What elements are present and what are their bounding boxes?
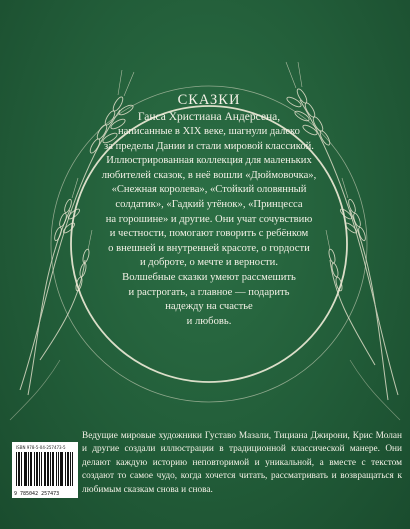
barcode-bar bbox=[39, 452, 40, 486]
text-line: и любовь. bbox=[186, 315, 232, 327]
barcode-bar bbox=[16, 452, 17, 486]
text-line: на горошине» и другие. Они учат сочувствию bbox=[105, 213, 313, 225]
barcode-bar bbox=[21, 452, 22, 486]
annotation-paragraph bbox=[78, 125, 340, 329]
illustrators-paragraph: Ведущие мировые художники Густаво Мазали, Тициана Джирони, Крис Молан и другие создали иллюстрации в традиционной классической манере. Они делают каждую историю неповторимой и уникальной, а вместе с текстом создают то самое чудо, когда хочется читать, рассматривать и возвращаться к любимым сказкам снова и снова. bbox=[82, 431, 402, 495]
barcode-bar bbox=[48, 452, 49, 486]
isbn-label: ISBN 978-5-04-257473-5 bbox=[16, 445, 66, 450]
text-line: и доброте, о мечте и верности. bbox=[139, 257, 278, 269]
author-subtitle: Ганса Христиана Андерсена, bbox=[137, 111, 281, 123]
barcode-bar bbox=[58, 452, 59, 486]
barcode bbox=[12, 442, 78, 498]
text-line: солдатик», «Гадкий утёнок», «Принцесса bbox=[115, 198, 303, 210]
text-line: «Снежная королева», «Стойкий оловянный bbox=[111, 184, 307, 196]
text-line: и честности, помогают говорить с ребёнком bbox=[109, 228, 309, 240]
text-line: надежду на счастье bbox=[165, 301, 253, 313]
barcode-bar bbox=[37, 452, 38, 486]
barcode-bar bbox=[26, 452, 27, 486]
barcode-bar bbox=[65, 452, 66, 486]
barcode-bar bbox=[56, 452, 57, 486]
barcode-bar bbox=[72, 452, 73, 486]
barcode-bar bbox=[68, 452, 69, 486]
annotation-circle-text bbox=[78, 92, 340, 329]
barcode-bar bbox=[19, 452, 20, 486]
barcode-bar bbox=[62, 452, 63, 486]
barcode-bar bbox=[53, 452, 54, 486]
text-line: любителей сказок, в неё вошли «Дюймовочка», bbox=[101, 169, 317, 181]
barcode-bar bbox=[34, 452, 35, 486]
barcode-bar bbox=[45, 452, 46, 486]
barcode-bar bbox=[50, 452, 51, 486]
barcode-bar bbox=[28, 452, 29, 486]
text-line: Иллюстрированная коллекция для маленьких bbox=[106, 155, 312, 167]
text-line: о внешней и внутренней красоте, о гордости bbox=[108, 242, 310, 254]
text-line: Волшебные сказки умеют рассмешить bbox=[122, 271, 296, 283]
barcode-bar bbox=[70, 452, 71, 486]
barcode-bar bbox=[31, 452, 32, 486]
barcode-bar bbox=[41, 452, 42, 486]
barcode-bars bbox=[16, 452, 74, 488]
text-line: и растрогать, а главное — подарить bbox=[128, 286, 290, 298]
text-line: за пределы Дании и стали мировой классикой. bbox=[104, 140, 314, 152]
text-line: написанные в XIX веке, шагнули далеко bbox=[118, 126, 300, 137]
barcode-digits: 9 785042 257473 bbox=[14, 491, 60, 497]
cover-heading: СКАЗКИ bbox=[177, 92, 241, 108]
